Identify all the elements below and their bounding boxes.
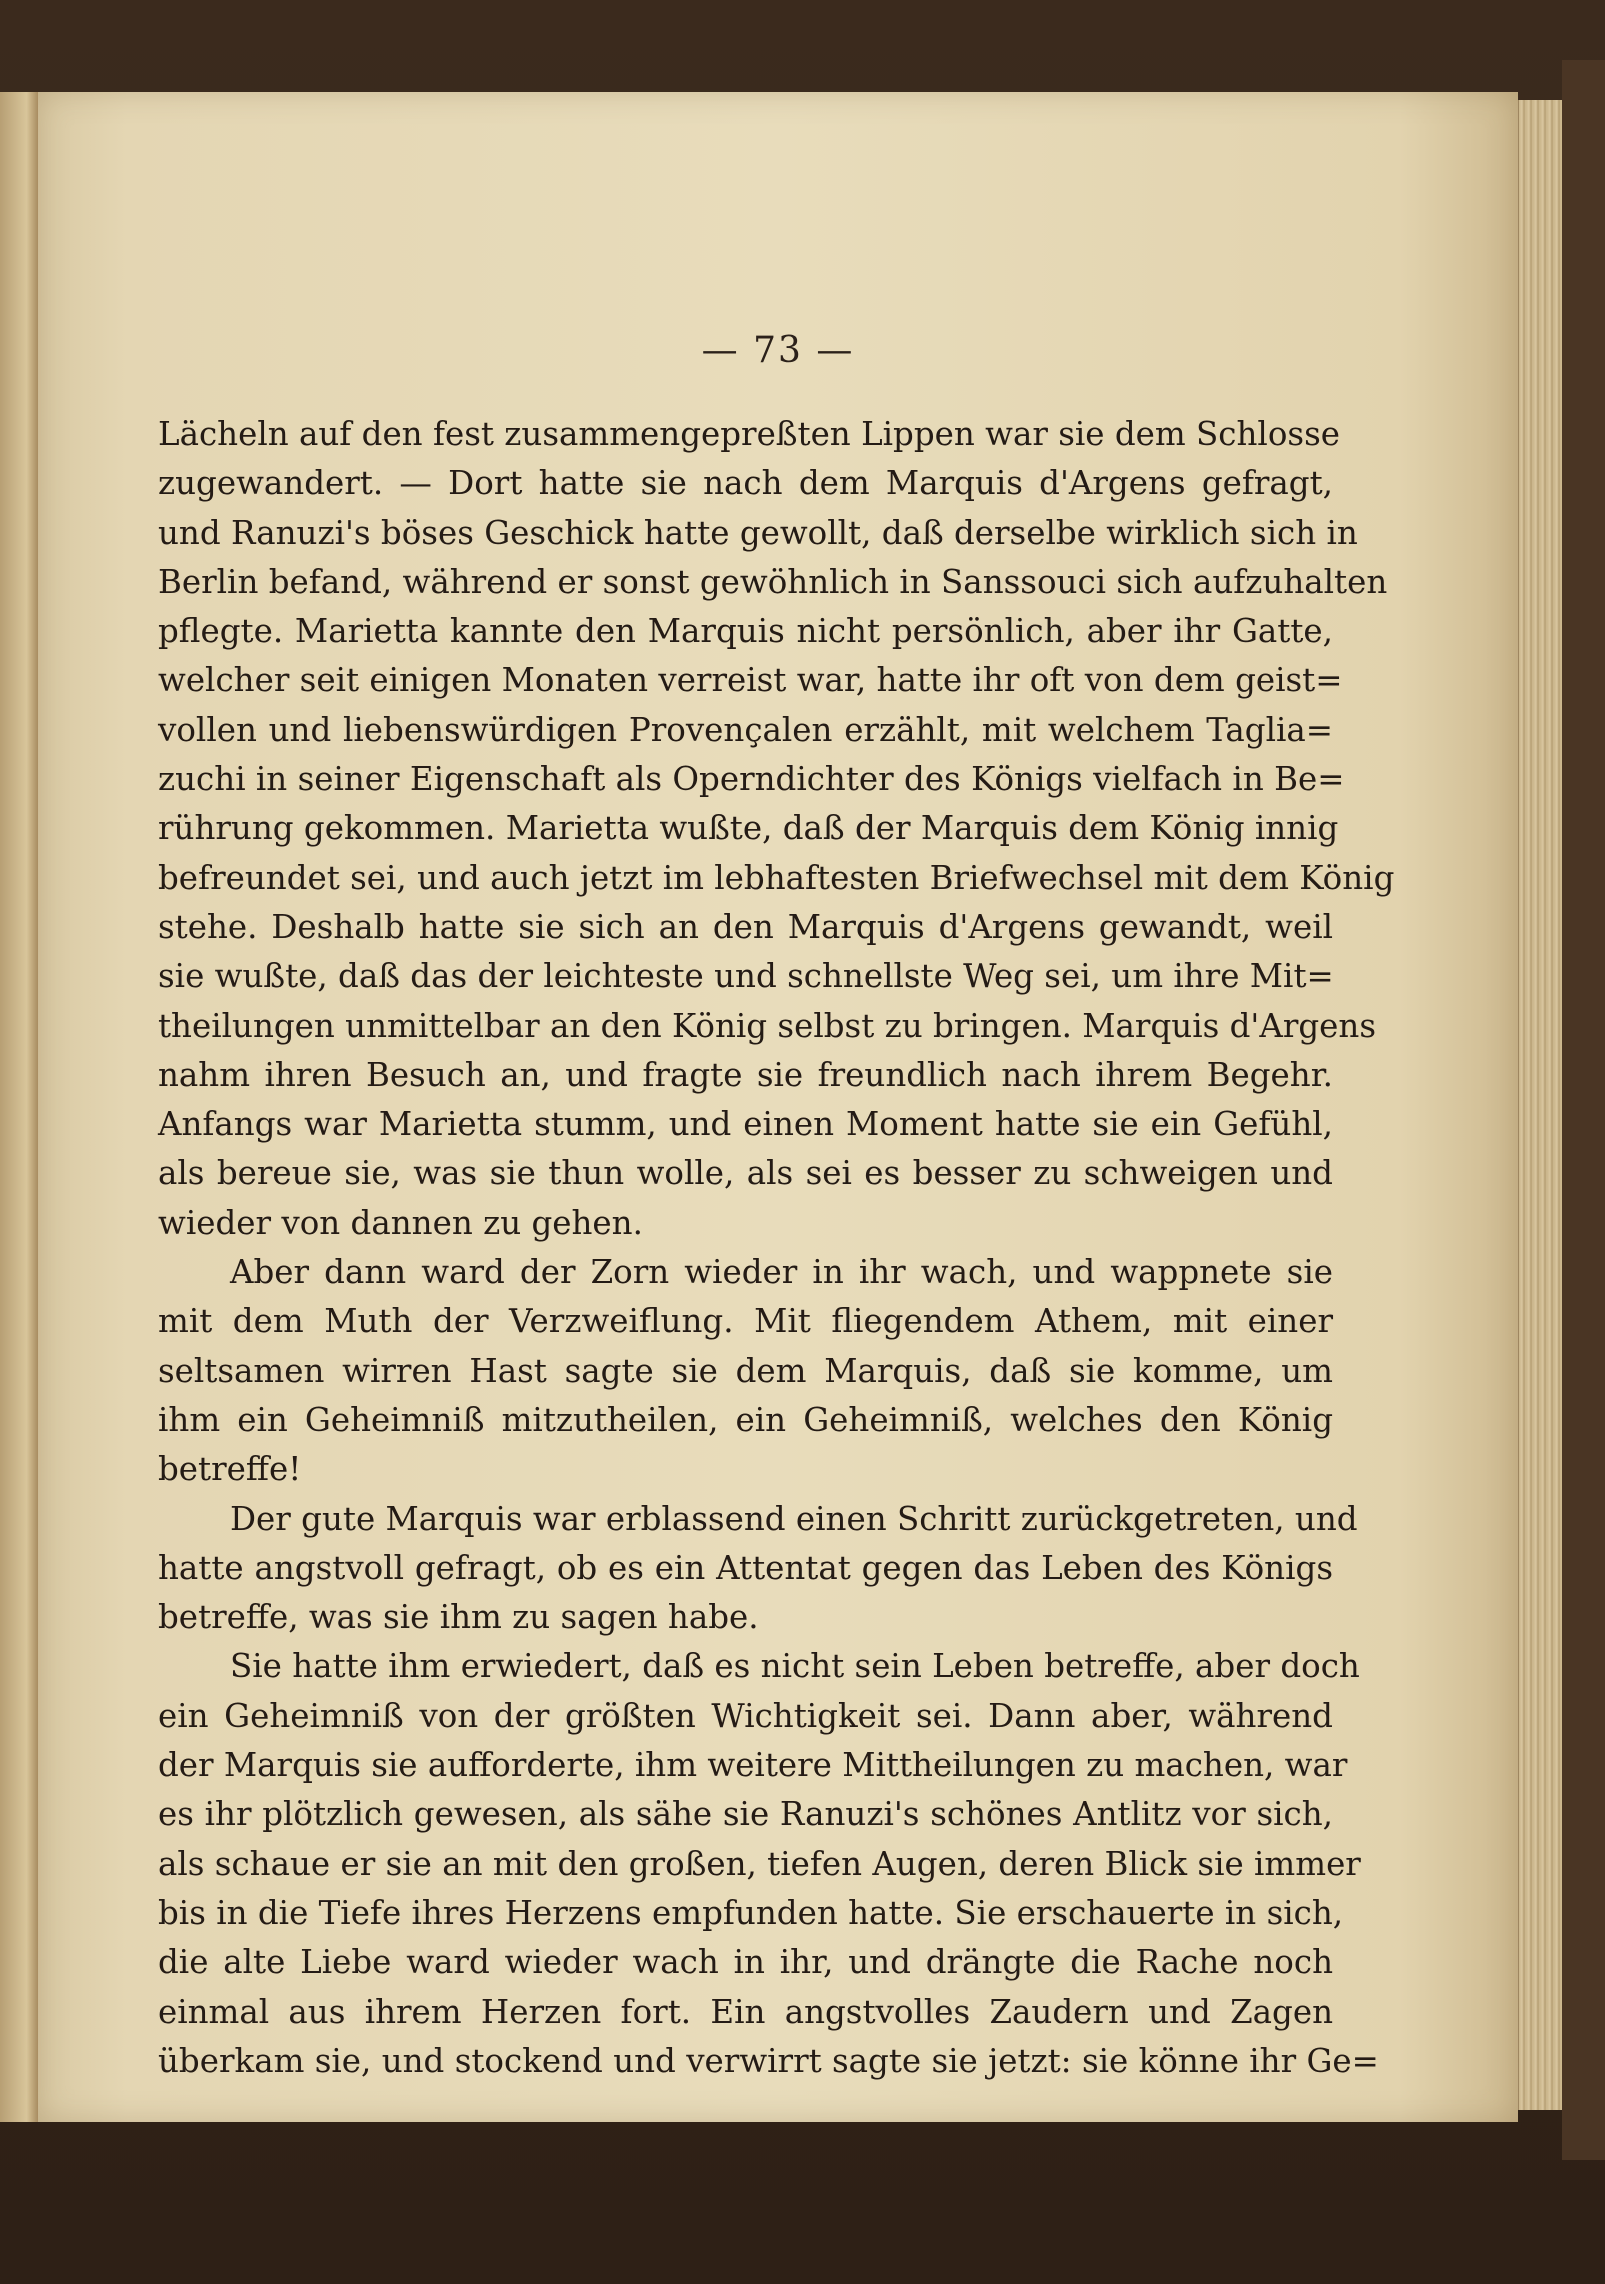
text-line: hatte angstvoll gefragt, ob es ein Attentat gegen das Leben des Königs [158, 1548, 1333, 1587]
text-line: der Marquis sie aufforderte, ihm weitere Mittheilungen zu machen, war [158, 1746, 1348, 1785]
text-line: zuchi in seiner Eigenschaft als Operndichter des Königs vielfach in Be= [158, 760, 1345, 799]
text-line: nahm ihren Besuch an, und fragte sie freundlich nach ihrem Begehr. [158, 1055, 1333, 1094]
text-line: wieder von dannen zu gehen. [158, 1203, 643, 1242]
text-line: als schaue er sie an mit den großen, tiefen Augen, deren Blick sie immer [158, 1844, 1361, 1883]
text-line: einmal aus ihrem Herzen fort. Ein angstvolles Zaudern und Zagen [158, 1992, 1333, 2031]
text-line: bis in die Tiefe ihres Herzens empfunden hatte. Sie erschauerte in sich, [158, 1893, 1344, 1932]
text-line: es ihr plötzlich gewesen, als sähe sie Ranuzi's schönes Antlitz vor sich, [158, 1795, 1333, 1834]
text-line: seltsamen wirren Hast sagte sie dem Marquis, daß sie komme, um [158, 1351, 1333, 1390]
page-number: — 73 — [701, 330, 855, 371]
text-line: mit dem Muth der Verzweiflung. Mit fliegendem Athem, mit einer [158, 1302, 1333, 1341]
text-line: Sie hatte ihm erwiedert, daß es nicht sein Leben betreffe, aber doch [230, 1647, 1360, 1686]
text-line: stehe. Deshalb hatte sie sich an den Marquis d'Argens gewandt, weil [158, 907, 1333, 946]
text-line: pflegte. Marietta kannte den Marquis nicht persönlich, aber ihr Gatte, [158, 612, 1333, 651]
text-line: rührung gekommen. Marietta wußte, daß der Marquis dem König innig [158, 809, 1339, 848]
book-cover [1562, 60, 1605, 2160]
text-line: Anfangs war Marietta stumm, und einen Moment hatte sie ein Gefühl, [158, 1105, 1333, 1144]
text-line: ihm ein Geheimniß mitzutheilen, ein Geheimniß, welches den König [158, 1400, 1333, 1439]
text-line: Berlin befand, während er sonst gewöhnlich in Sanssouci sich aufzuhalten [158, 562, 1388, 601]
book-page [38, 92, 1518, 2122]
text-line: vollen und liebenswürdigen Provençalen erzählt, mit welchem Taglia= [158, 710, 1333, 749]
left-page-edge [0, 92, 40, 2122]
text-line: als bereue sie, was sie thun wolle, als sei es besser zu schweigen und [158, 1154, 1333, 1193]
text-line: sie wußte, daß das der leichteste und schnellste Weg sei, um ihre Mit= [158, 957, 1334, 996]
text-line: Der gute Marquis war erblassend einen Schritt zurückgetreten, und [230, 1499, 1358, 1538]
text-line: Lächeln auf den fest zusammengepreßten Lippen war sie dem Schlosse [158, 415, 1340, 453]
text-line: Aber dann ward der Zorn wieder in ihr wach, und wappnete sie [230, 1253, 1333, 1292]
text-line: die alte Liebe ward wieder wach in ihr, und drängte die Rache noch [158, 1943, 1333, 1982]
text-line: ein Geheimniß von der größten Wichtigkeit sei. Dann aber, während [158, 1696, 1333, 1735]
page-edges [1518, 100, 1563, 2110]
text-line: welcher seit einigen Monaten verreist war, hatte ihr oft von dem geist= [158, 661, 1343, 700]
text-line: überkam sie, und stockend und verwirrt sagte sie jetzt: sie könne ihr Ge= [158, 2041, 1379, 2080]
page-text-body [158, 410, 1395, 2086]
text-line: und Ranuzi's böses Geschick hatte gewollt, daß derselbe wirklich sich in [158, 513, 1358, 552]
text-line: befreundet sei, und auch jetzt im lebhaftesten Briefwechsel mit dem König [158, 858, 1395, 897]
text-line: theilungen unmittelbar an den König selbst zu bringen. Marquis d'Argens [158, 1006, 1377, 1045]
text-line: betreffe! [158, 1450, 302, 1489]
text-line: zugewandert. — Dort hatte sie nach dem Marquis d'Argens gefragt, [158, 464, 1333, 503]
text-line: betreffe, was sie ihm zu sagen habe. [158, 1598, 759, 1637]
